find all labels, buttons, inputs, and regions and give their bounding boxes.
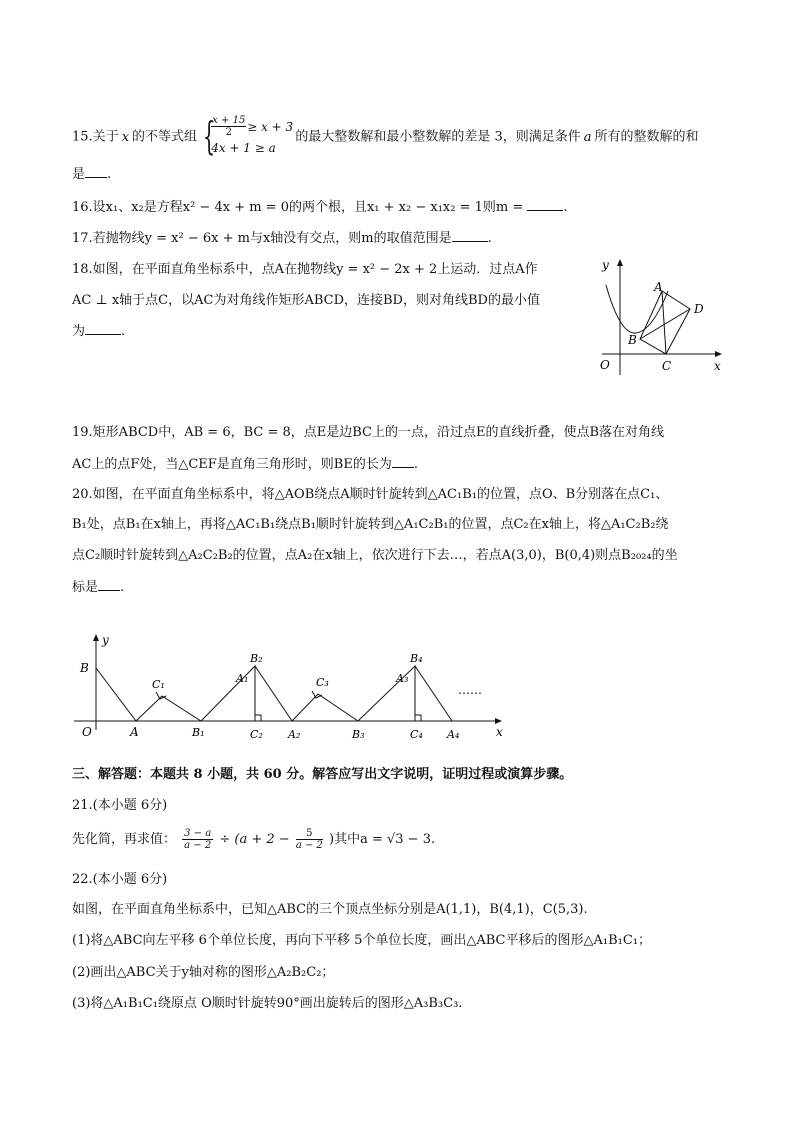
q15-line2: 是 .	[72, 167, 112, 182]
fraction-1: $\frac{3 - a}{a - 2}$	[184, 828, 212, 851]
segment-B4-A4	[415, 666, 452, 721]
label-A2: A₂	[288, 728, 301, 741]
q19-line2: AC上的点F处，当△CEF是直角三角形时，则BE的长为 .	[72, 457, 418, 472]
label-C2: C₂	[250, 728, 263, 741]
answer-blank	[85, 322, 121, 335]
y-arrow	[617, 259, 623, 266]
answer-blank	[98, 578, 120, 591]
label-B4: B₄	[410, 652, 423, 665]
label-C1: C₁	[152, 678, 165, 691]
q21-head: 21.(本小题 6分)	[72, 798, 168, 813]
answer-blank	[527, 198, 563, 211]
right-angle-C2	[255, 715, 261, 721]
right-angle-C4	[415, 715, 421, 721]
label-B1: B₁	[192, 726, 205, 739]
q22-head: 22.(本小题 6分)	[72, 872, 168, 887]
brace: {	[203, 114, 216, 158]
fraction-2: $\frac{5}{a - 2}$	[295, 828, 323, 851]
label-B: B	[80, 661, 89, 675]
section-3-heading: 三、解答题：本题共 8 小题，共 60 分。解答应写出文字说明，证明过程或演算步骤。	[72, 767, 573, 782]
label-A: A	[130, 725, 139, 739]
label-A4: A₄	[447, 728, 460, 741]
label-ellipsis: ……	[458, 683, 482, 697]
label-B3: B₃	[352, 728, 365, 741]
q20-line3: 点C₂顺时针旋转到△A₂C₂B₂的位置，点A₂在x轴上，依次进行下去…，若点A(3,0)，B(0,4)则点B₂₀₂₄的坐	[72, 548, 678, 563]
label-O: O	[600, 358, 610, 372]
q18-line3: 为 .	[72, 324, 126, 339]
q20-line4: 标是 .	[72, 580, 125, 595]
label-C: C	[662, 359, 672, 373]
q18-figure	[592, 255, 732, 380]
q18-line2: AC ⊥ x轴于点C，以AC为对角线作矩形ABCD，连接BD，则对角线BD的最小值	[72, 293, 540, 308]
answer-blank	[452, 229, 488, 242]
y-arrow	[93, 634, 99, 641]
label-A3: A₃	[396, 672, 409, 685]
label-C4: C₄	[410, 728, 423, 741]
q15-line1: 15.关于 x 的不等式组 { x + 15 2 ≥ x + 3 4x + 1 ≥ a 的最大整数解和最小整数解的差是 3，则满足条件 a 所有的整数解的和	[72, 114, 699, 158]
x-arrow	[715, 351, 722, 357]
q22-line4: (3)将△A₁B₁C₁绕原点 O顺时针旋转90°画出旋转后的图形△A₃B₃C₃.	[72, 996, 463, 1011]
label-B2: B₂	[250, 652, 263, 665]
q18-line1: 18.如图，在平面直角坐标系中，点A在抛物线y = x² − 2x + 2上运动．过点A作	[72, 262, 538, 277]
q16: 16.设x₁、x₂是方程x² − 4x + m = 0的两个根，且x₁ + x₂ − x₁x₂ = 1则m = .	[72, 200, 568, 215]
q20-line2: B₁处，点B₁在x轴上，再将△AC₁B₁绕点B₁顺时针旋转到△A₁C₂B₁的位置，点C₂在x轴上，将△A₁C₂B₂绕	[72, 517, 669, 532]
label-x: x	[714, 359, 721, 373]
x-arrow	[495, 718, 502, 724]
q22-line3: (2)画出△ABC关于y轴对称的图形△A₂B₂C₂；	[72, 965, 335, 980]
q22-line1: 如图，在平面直角坐标系中，已知△ABC的三个顶点坐标分别是A(1,1)，B(4,1)，C(5,3).	[72, 902, 588, 917]
label-y: y	[602, 258, 609, 272]
label-D: D	[694, 302, 704, 316]
q20-figure	[70, 630, 510, 745]
label-B: B	[628, 333, 637, 347]
q22-line2: (1)将△ABC向左平移 6个单位长度，再向下平移 5个单位长度，画出△ABC平移后的图形△A₁B₁C₁；	[72, 933, 651, 948]
q17: 17.若抛物线y = x² − 6x + m与x轴没有交点，则m的取值范围是 .	[72, 231, 492, 246]
q20-line1: 20.如图，在平面直角坐标系中，将△AOB绕点A顺时针旋转到△AC₁B₁的位置，点O、B分别落在点C₁、	[72, 487, 669, 502]
q21-body: 先化简，再求值： $\frac{3 - a}{a - 2}$ ÷ (a + 2 − $\frac{5}{a - 2}$ )其中a = √3 − 3.	[72, 828, 436, 851]
answer-blank	[85, 165, 107, 178]
label-y: y	[102, 633, 109, 647]
q15-inequality-system: { x + 15 2 ≥ x + 3 4x + 1 ≥ a	[203, 114, 294, 158]
q19-line1: 19.矩形ABCD中，AB = 6，BC = 8，点E是边BC上的一点，沿过点E的直线折叠，使点B落在对角线	[72, 425, 665, 440]
label-x: x	[496, 725, 503, 739]
label-A: A	[654, 280, 663, 294]
label-A1: A₁	[236, 672, 249, 685]
label-O: O	[82, 725, 92, 739]
label-C3: C₃	[316, 676, 329, 689]
segment-B2-A2	[255, 666, 292, 721]
answer-blank	[392, 455, 414, 468]
